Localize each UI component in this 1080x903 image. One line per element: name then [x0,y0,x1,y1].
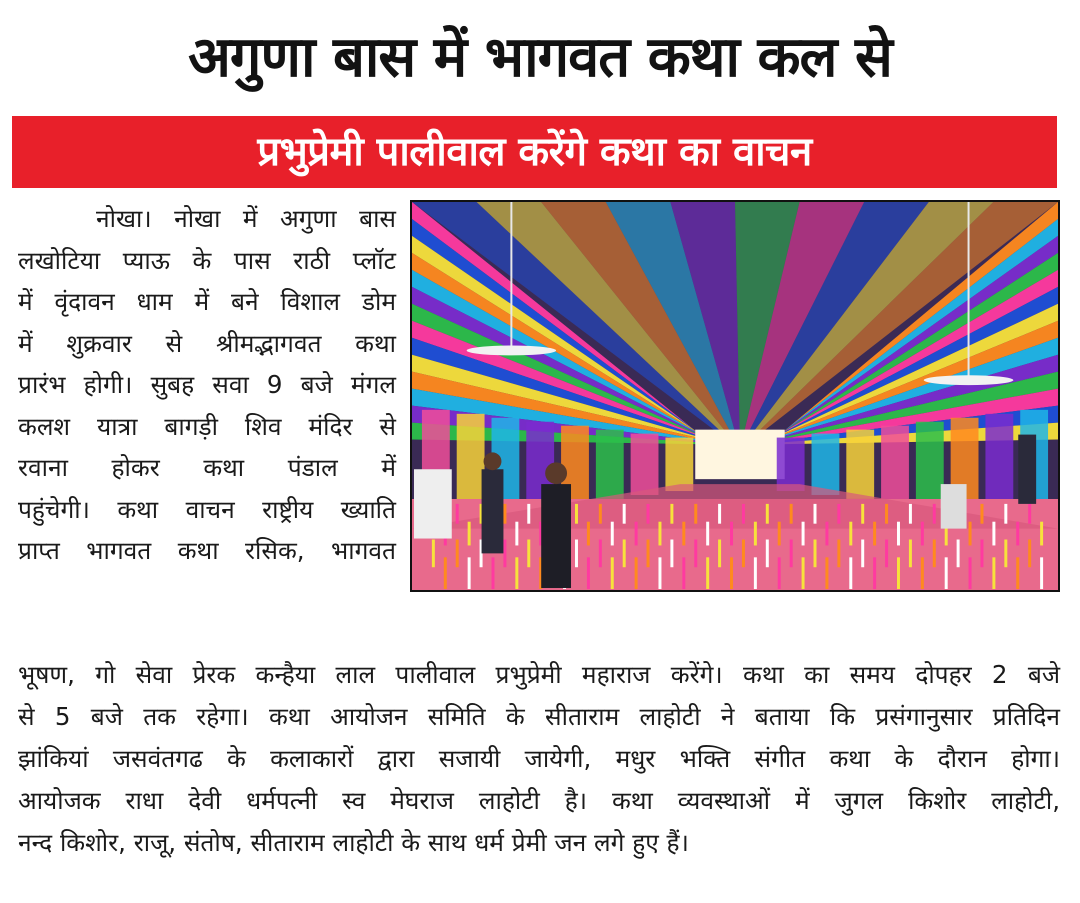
floor-flower-garland [694,540,697,568]
floor-flower-garland [682,557,685,589]
floor-flower-garland [527,540,530,568]
floor-flower-garland [742,504,745,524]
article-line: पहुंचेगी। कथा वाचन राष्ट्रीय ख्याति [18,494,396,524]
floor-flower-garland [885,540,888,568]
floor-flower-garland [909,540,912,568]
tent-wall-panel-right [812,434,840,495]
article-column-text [18,198,396,572]
floor-flower-garland [575,540,578,568]
floor-flower-garland [969,522,972,546]
floor-flower-garland [897,522,900,546]
floor-flower-garland [1004,504,1007,524]
floor-flower-garland [682,522,685,546]
floor-flower-garland [933,540,936,568]
floor-flower-garland [969,557,972,589]
floor-flower-garland [456,540,459,568]
article-line: से 5 बजे तक रहेगा। कथा आयोजन समिति के सीताराम लाहोटी ने बताया कि प्रसंगानुसार प्रतिदिन [18,702,1060,731]
article-line: नन्द किशोर, राजू, संतोष, सीताराम लाहोटी के साथ धर्म प्रेमी जन लगे हुए हैं। [18,828,689,857]
floor-flower-garland [515,522,518,546]
tent-wall-panel-right [881,426,909,503]
floor-flower-garland [456,504,459,524]
floor-flower-garland [658,522,661,546]
article-line: लखोटिया प्याऊ के पास राठी प्लॉट [18,245,396,275]
article-photo [410,200,1060,592]
person-head [545,462,567,484]
article-line: में वृंदावन धाम में बने विशाल डोम [18,287,396,316]
floor-flower-garland [1016,557,1019,589]
floor-flower-garland [909,504,912,524]
floor-flower-garland [849,522,852,546]
floor-flower-garland [599,540,602,568]
floor-flower-garland [921,522,924,546]
floor-flower-garland [933,504,936,524]
floor-flower-garland [837,540,840,568]
floor-flower-garland [861,540,864,568]
floor-flower-garland [957,540,960,568]
floor-flower-garland [730,522,733,546]
floor-flower-garland [778,522,781,546]
floor-flower-garland [802,522,805,546]
floor-flower-garland [837,504,840,524]
floor-flower-garland [825,557,828,589]
floor-flower-garland [730,557,733,589]
floor-flower-garland [992,522,995,546]
floor-flower-garland [587,522,590,546]
floor-flower-garland [658,557,661,589]
floor-flower-garland [873,522,876,546]
floor-flower-garland [515,557,518,589]
person-silhouette [541,484,571,588]
floor-flower-garland [814,504,817,524]
floor-flower-garland [647,504,650,524]
tent-wall-panel-right [777,438,805,491]
floor-flower-garland [873,557,876,589]
floor-flower-garland [790,504,793,524]
tent-tunnel-light [695,430,784,479]
floor-flower-garland [587,557,590,589]
floor-flower-garland [706,557,709,589]
floor-flower-garland [802,557,805,589]
floor-flower-garland [503,504,506,524]
subheadline-banner [12,116,1057,188]
tent-wall-panel-left [631,434,659,495]
article-line: भूषण, गो सेवा प्रेरक कन्हैया लाल पालीवाल प्रभुप्रेमी महाराज करेंगे। कथा का समय दोपहर 2 बजे [18,660,1060,689]
floor-flower-garland [766,504,769,524]
floor-flower-garland [623,540,626,568]
person-head [484,452,502,470]
article-line: रवाना होकर कथा पंडाल में [18,453,396,482]
floor-flower-garland [575,504,578,524]
ceiling-fan [924,375,1013,385]
floor-flower-garland [670,504,673,524]
tent-wall-panel-right [846,430,874,499]
floor-flower-garland [706,522,709,546]
floor-flower-garland [503,540,506,568]
floor-flower-garland [980,504,983,524]
tent-dome-photo [412,202,1058,590]
floor-flower-garland [468,557,471,589]
floor-flower-garland [599,504,602,524]
floor-flower-garland [1028,540,1031,568]
floor-flower-garland [945,557,948,589]
floor-flower-garland [647,540,650,568]
floor-flower-garland [766,540,769,568]
article-line: नोखा। नोखा में अगुणा बास [96,204,396,233]
article-line: प्राप्त भागवत कथा रसिक, भागवत [18,536,396,565]
air-cooler [414,469,452,538]
floor-flower-garland [670,540,673,568]
ceiling-fan [467,346,556,356]
tent-wall-panel-left [665,438,693,491]
floor-flower-garland [754,522,757,546]
article-line: आयोजक राधा देवी धर्मपत्नी स्व मेघराज लाहोटी है। कथा व्यवस्थाओं में जुगल किशोर लाहोटी, [18,786,1060,815]
floor-flower-garland [778,557,781,589]
floor-flower-garland [694,504,697,524]
article-line: प्रारंभ होगी। सुबह सवा 9 बजे मंगल [18,370,396,399]
floor-flower-garland [1040,522,1043,546]
air-cooler [941,484,967,529]
subheadline: प्रभुप्रेमी पालीवाल करेंगे कथा का वाचन [257,129,812,175]
floor-flower-garland [468,522,471,546]
floor-flower-garland [718,540,721,568]
person-silhouette [1018,435,1036,504]
tent-wall-panel-left [596,430,624,499]
article-line: कलश यात्रा बागड़ी शिव मंदिर से [18,411,396,441]
floor-flower-garland [1028,504,1031,524]
article-full-width-text [18,654,1060,864]
floor-flower-garland [980,540,983,568]
floor-flower-garland [1016,522,1019,546]
floor-flower-garland [1004,540,1007,568]
floor-flower-garland [861,504,864,524]
floor-flower-garland [790,540,793,568]
person-silhouette [482,469,504,553]
floor-flower-garland [897,557,900,589]
article-line: झांकियां जसवंतगढ के कलाकारों द्वारा सजायी जायेगी, मधुर भक्ति संगीत कथा के दौरान होगा। [18,744,1060,773]
floor-flower-garland [825,522,828,546]
floor-flower-garland [635,522,638,546]
article-line: में शुक्रवार से श्रीमद्भागवत कथा [18,328,396,358]
floor-flower-garland [814,540,817,568]
floor-flower-garland [635,557,638,589]
floor-flower-garland [492,557,495,589]
floor-flower-garland [885,504,888,524]
floor-flower-garland [1040,557,1043,589]
floor-flower-garland [849,557,852,589]
floor-flower-garland [754,557,757,589]
floor-flower-garland [921,557,924,589]
floor-flower-garland [992,557,995,589]
floor-flower-garland [444,557,447,589]
floor-flower-garland [432,540,435,568]
floor-flower-garland [623,504,626,524]
tent-wall-panel-right [916,422,944,507]
floor-flower-garland [611,522,614,546]
floor-flower-garland [527,504,530,524]
floor-flower-garland [742,540,745,568]
headline: अगुणा बास में भागवत कथा कल से [188,25,892,90]
floor-flower-garland [718,504,721,524]
floor-flower-garland [611,557,614,589]
